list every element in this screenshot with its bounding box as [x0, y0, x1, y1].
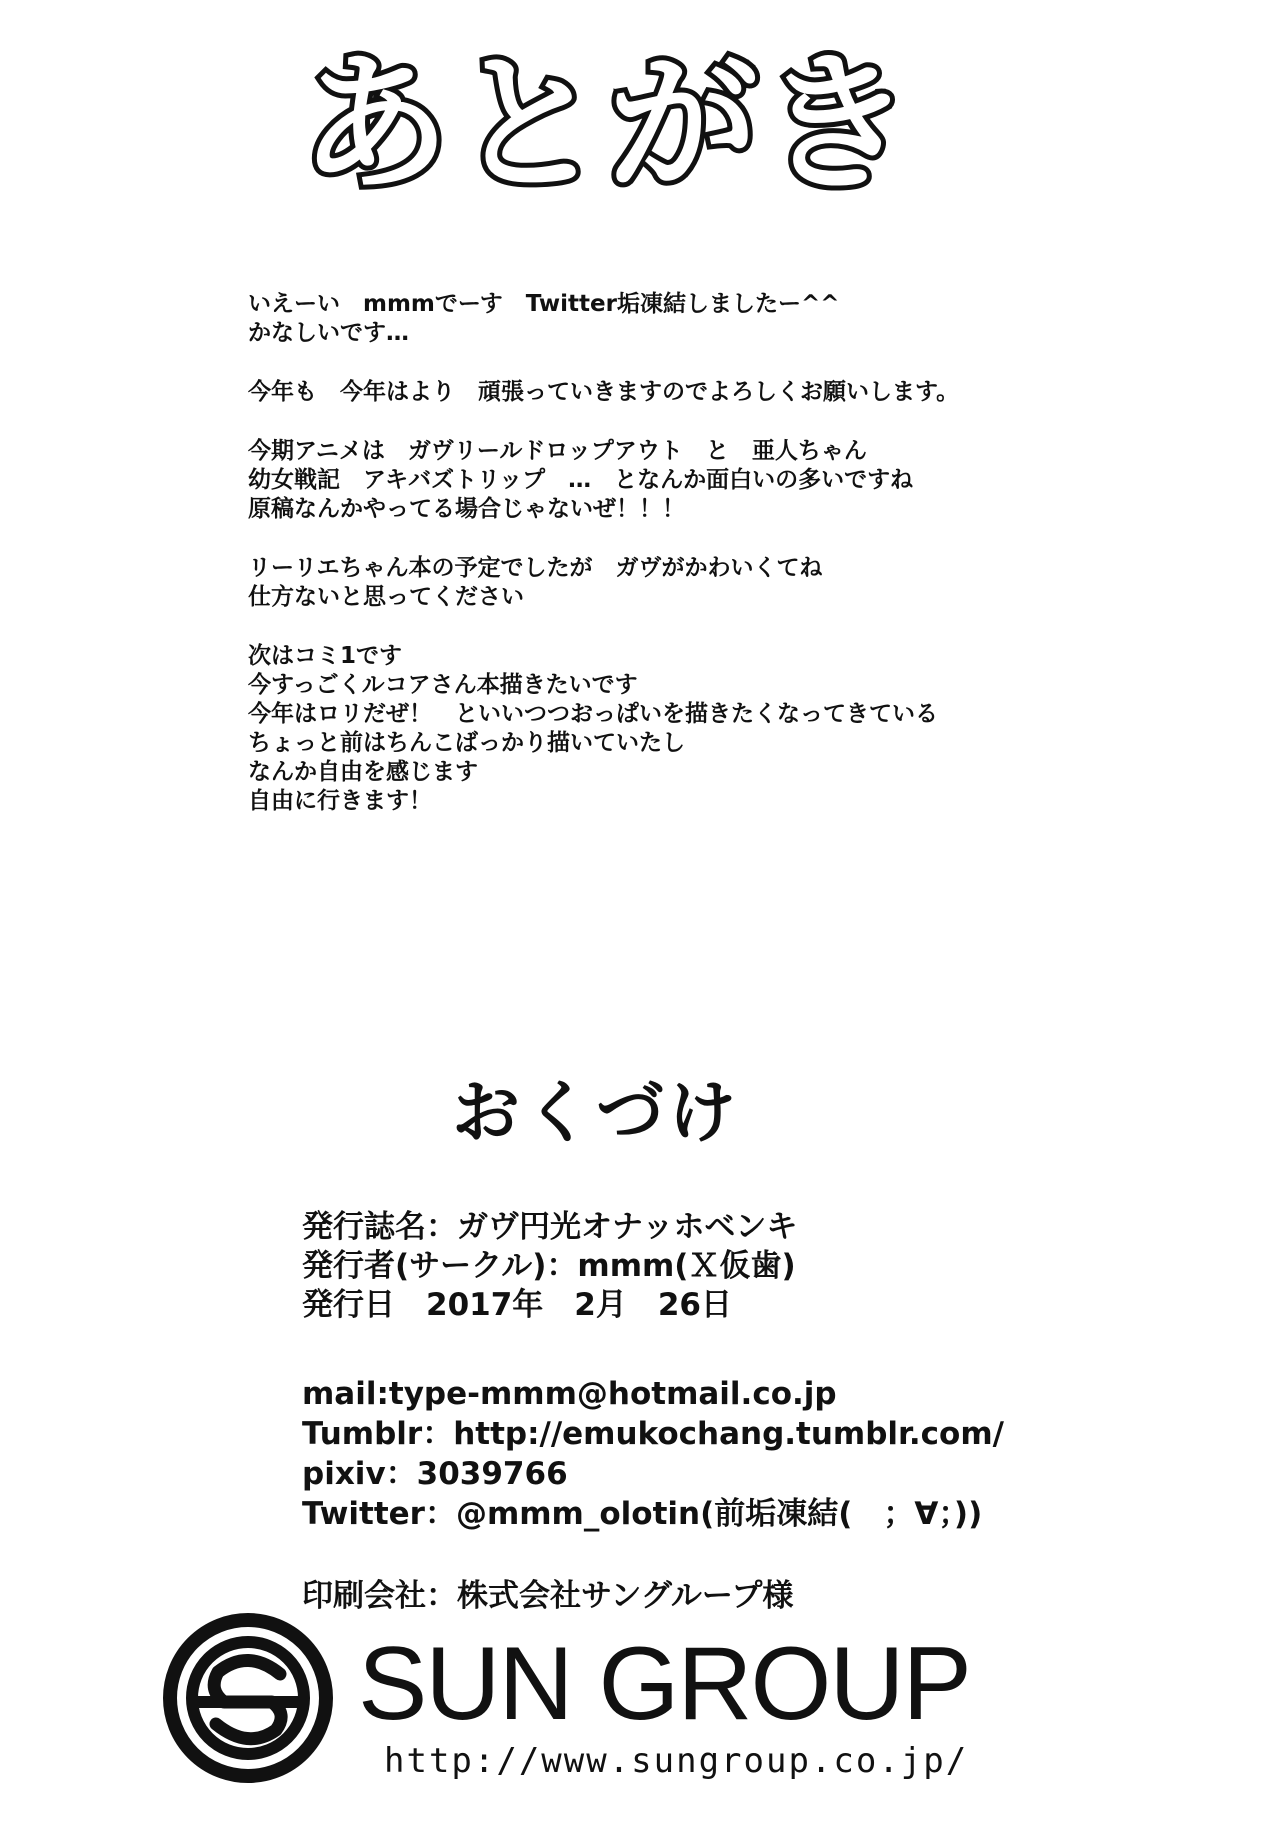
afterword-paragraph [248, 642, 1208, 816]
afterword-paragraph [248, 437, 1208, 524]
afterword-title: あとがき [300, 38, 917, 212]
publisher-line: 発行者(サークル)：mmm(Ｘ仮歯) [302, 1248, 796, 1284]
afterword-paragraph [248, 290, 1208, 348]
publication-title-line: 発行誌名：ガヴ円光オナッホベンキ [302, 1209, 798, 1245]
afterword-line: いえーい mmmでーす Twitter垢凍結しましたー^^ [248, 291, 840, 317]
afterword-paragraph [248, 378, 1208, 407]
afterword-line: 今すっごくルコアさん本描きたいです [248, 672, 638, 698]
afterword-line: 自由に行きます！ [248, 788, 432, 814]
publication-info [302, 1208, 797, 1325]
contact-pixiv: pixiv：3039766 [302, 1456, 568, 1492]
afterword-line: かなしいです… [248, 320, 409, 346]
contact-mail: mail:type-mmm@hotmail.co.jp [302, 1376, 837, 1412]
afterword-body [248, 290, 1208, 846]
afterword-line: なんか自由を感じます [248, 759, 478, 785]
afterword-line: 今年はロリだぜ！ といいつつおっぱいを描きたくなってきている [248, 701, 938, 727]
afterword-line: 今期アニメは ガヴリールドロップアウト と 亜人ちゃん [248, 438, 867, 464]
printer-line: 印刷会社：株式会社サングループ様 [302, 1578, 794, 1614]
publication-date-line: 発行日 2017年 2月 26日 [302, 1287, 732, 1323]
afterword-line: リーリエちゃん本の予定でしたが ガヴがかわいくてね [248, 555, 823, 581]
sun-group-logo-icon [160, 1610, 336, 1786]
sun-group-logo-text: SUN GROUP [358, 1626, 970, 1742]
afterword-line: ちょっと前はちんこばっかり描いていたし [248, 730, 685, 756]
afterword-line: 今年も 今年はより 頑張っていきますのでよろしくお願いします。 [248, 379, 960, 405]
contact-twitter: Twitter：@mmm_olotin(前垢凍結( ；∀；)) [302, 1496, 983, 1532]
afterword-line: 次はコミ1です [248, 643, 403, 669]
afterword-line: 仕方ないと思ってください [248, 584, 524, 610]
sun-group-url: http://www.sungroup.co.jp/ [384, 1741, 969, 1781]
afterword-line: 幼女戦記 アキバズトリップ … となんか面白いの多いですね [248, 467, 914, 493]
contact-tumblr: Tumblr：http://emukochang.tumblr.com/ [302, 1416, 1004, 1452]
colophon-title: おくづけ [452, 1074, 741, 1153]
afterword-paragraph [248, 554, 1208, 612]
contact-info [302, 1374, 1004, 1534]
afterword-line: 原稿なんかやってる場合じゃないぜ！！！ [248, 496, 685, 522]
